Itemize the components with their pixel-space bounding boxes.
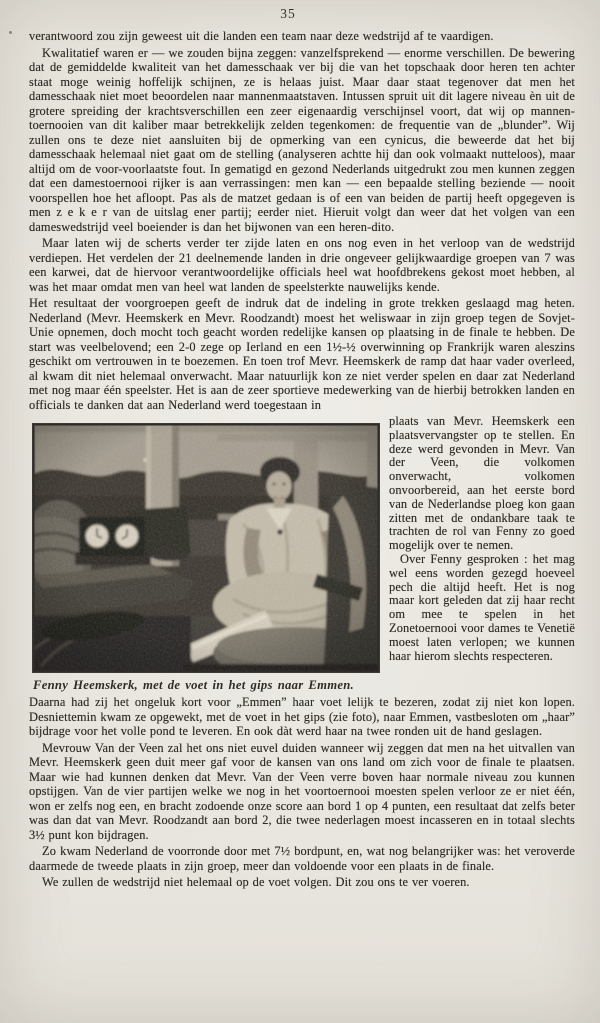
photo-vignette	[33, 424, 379, 672]
paragraph-slot: We zullen de wedstrijd niet helemaal op de voet volgen. Dit zou ons te ver voeren.	[42, 875, 470, 889]
paragraph-plaatsvervangster: plaats van Mevr. Heemskerk een plaatsvervangster op te stellen. En deze werd gevonden in Mevr. Van der Veen, die volkomen onverwacht, volkomen onvoorbereid, aan het eerste bord van de Nederlandse ploeg kon gaan zitten met de ondankbare taak te trachten de rol van Fenny zo goed mogelijk over te nemen.	[389, 414, 575, 553]
paragraph-continuation: verantwoord zou zijn geweest uit die landen een team naar deze wedstrijd af te vaardigen.	[29, 29, 494, 43]
page-number: 35	[280, 6, 296, 21]
photo-side-column	[389, 415, 575, 693]
paragraph-kwalitatief: Kwalitatief waren er — we zouden bijna zeggen: vanzelfsprekend — enorme verschillen. De bewering dat de gemiddelde kwaliteit van het damesschaak ver bij die van het topschaak door heren ten achter staat moge weinig hoffelijk schijnen, ze is helaas juist. Maar daar staat tegenover dat men het damesschaak niet moet beoordelen naar mannenmaatstaven. Intussen spruit uit dit lagere niveau èn uit de grotere spreiding der krachtsverschillen een zeer eigenaardig verschijnsel voort, dat wij op mannen-toernooien van dit kaliber maar betrekkelijk zelden tegenkomen: de frequentie van de „blunder”. Wij zullen ons te deze niet aansluiten bij de opmerking van een cynicus, die beweerde dat het bij damesschaak helemaal niet gaat om de stelling (analyseren achtte hij dan ook volmaakt nutteloos), maar altijd om de voor-voorlaatste fout. In gematigd en gezond Nederlands uitgedrukt zou men kunnen zeggen dat een damestoernooi rijker is aan verrassingen: men kan — een bepaalde stelling beziende — nooit voorspellen hoe het afloopt. Pas als de matzet gedaan is of een van beiden de partij heeft opgegeven is men z e k e r van de uitslag ener partij; eerder niet. Hieruit volgt dan weer dat het volgen van een dameswedstrijd veel boeiender is dan het bijwonen van een heren-dito.	[29, 45, 575, 234]
paragraph-voorronde-resultaat: Zo kwam Nederland de voorronde door met 7½ bordpunt, en, wat nog belangrijker was: het veroverde daarmede de tweede plaats in zijn groep, meer dan voldoende voor een plaats in de finale.	[29, 844, 575, 873]
paragraph-mevrouw-van-der-veen: Mevrouw Van der Veen zal het ons niet euvel duiden wanneer wij zeggen dat men na het uitvallen van Mevr. Heemskerk geen duit meer gaf voor de kansen van ons land om zich voor de finale te plaatsen. Maar wie had kunnen denken dat Mevr. Van der Veen verre boven haar normale niveau zou kunnen opstijgen. Van de vier partijen welke we nog in het voortoernooi moesten spelen verloor ze er niet één, won er zelfs nog een, en bracht zodoende onze score aan bord 1 op 4 punten, een resultaat dat zelfs beter was dan dat van Mevr. Roodzandt aan bord 2, die twee nederlagen moest incasseren en in totaal slechts 3½ punt kon bijdragen.	[29, 740, 575, 842]
photo-block	[29, 415, 381, 693]
photo-illustration	[33, 424, 379, 672]
scan-speck	[9, 31, 12, 34]
paragraph-verloop-wedstrijd: Maar laten wij de scherts verder ter zijde laten en ons nog even in het verloop van de wedstrijd verdiepen. Het verdelen der 21 deelnemende landen in drie ongeveer gelijkwaardige groepen van 7 was een karwei, dat de hiervoor verantwoordelijke officials heel wat hoofdbrekens gekost moet hebben, al was het maar omdat men van heel wat landen de speelsterkte nauwelijks kende.	[29, 236, 575, 294]
paragraph-over-fenny: Over Fenny gesproken : het mag wel eens worden gezegd hoeveel pech die altijd heeft. Het is nog maar kort geleden dat zij haar recht om mee te spelen in het Zonetoernooi voor dames te Venetië moest laten verlopen; we kunnen haar hierom slechts respecteren.	[389, 551, 575, 663]
paragraph-ongeluk-emmen: Daarna had zij het ongeluk kort voor „Emmen” haar voet lelijk te bezeren, zodat zij niet kon lopen. Desniettemin kwam ze opgewekt, met de voet in het gips (zie foto), naar Emmen, vastbesloten om „haar” bijdrage voor het volle pond te leveren. En ook dàt werd haar na twee ronden uit de hand geslagen.	[29, 695, 575, 738]
photo-fenny-heemskerk	[33, 424, 379, 672]
photo-caption: Fenny Heemskerk, met de voet in het gips naar Emmen.	[33, 678, 354, 692]
paragraph-resultaat-voorgroepen: Het resultaat der voorgroepen geeft de indruk dat de indeling in grote trekken geslaagd mag heten. Nederland (Mevr. Heemskerk en Mevr. Roodzandt) moest het weliswaar in zijn groep tegen de Sovjet-Unie opnemen, doch mocht toch geacht worden redelijke kansen op plaatsing in de finale te hebben. De start was veelbelovend; een 2-0 zege op Ierland en een 1½-½ overwinning op Frankrijk waren aleszins geschikt om vertrouwen in te boezemen. En toen trof Mevr. Heemskerk de ramp dat haar vader overleed, al kwam dit niet helemaal onverwacht. Maar natuurlijk kon ze niet verder spelen en daar zat Nederland met nog maar één speelster. Het is aan de zeer sportieve medewerking van de hierbij betrokken landen en officials te danken dat aan Nederland werd toegestaan in	[29, 296, 575, 412]
page-content	[29, 29, 575, 890]
photo-section	[29, 415, 575, 693]
